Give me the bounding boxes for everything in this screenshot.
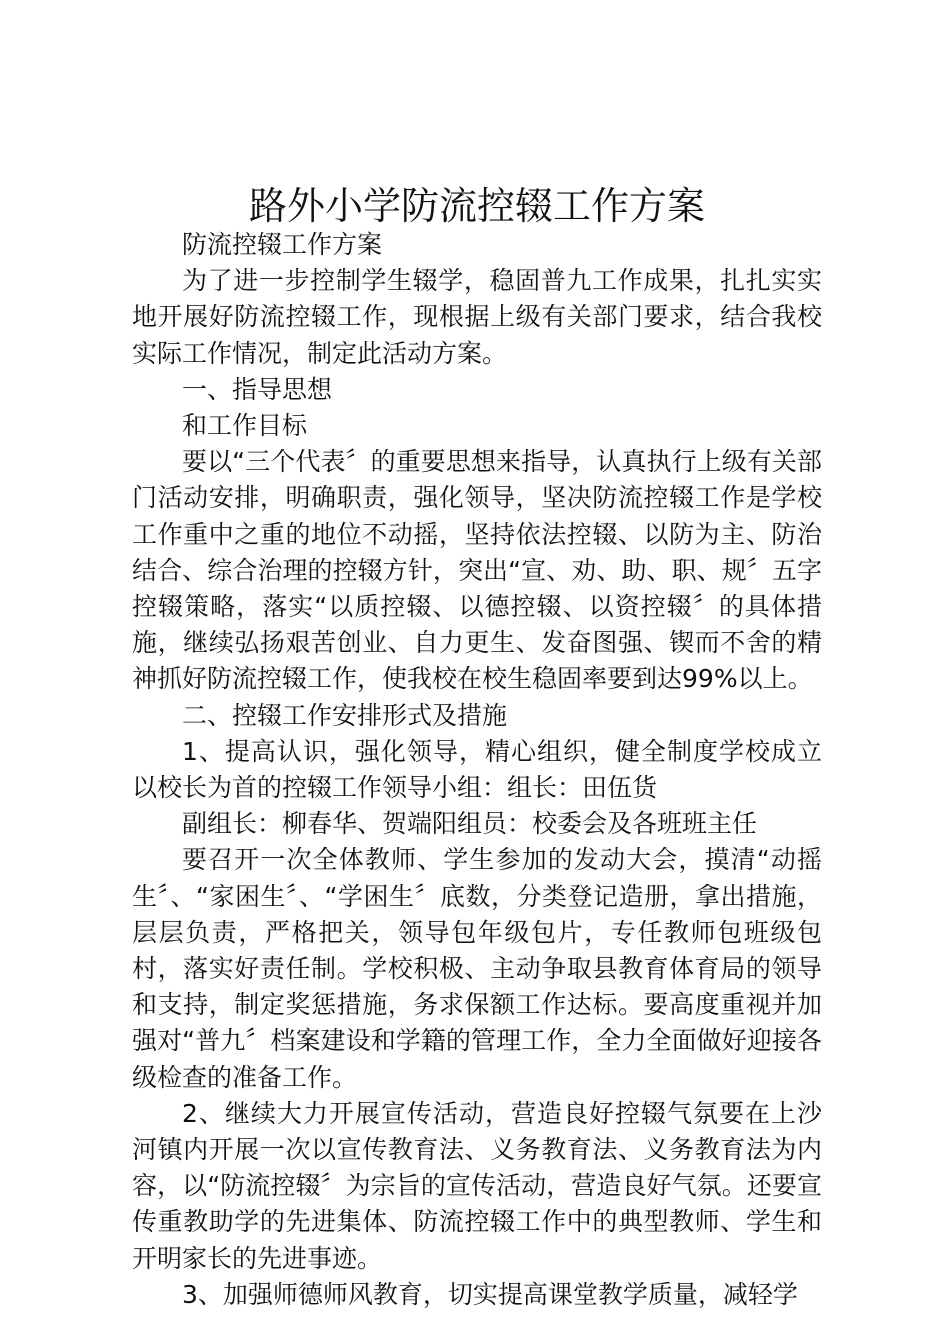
paragraph-mobilization: 要召开一次全体教师、学生参加的发动大会，摸清“动摇生〞、“家困生〞、“学困生〞底数，分类登记造册，拿出措施，层层负责，严格把关，领导包年级包片，专任教师包班级包村，落实好责任制。学校积极、主动争取县教育体育局的领导和支持，制定奖惩措施，务求保额工作达标。要高度重视并加强对“普九〞档案建设和学籍的管理工作，全力全面做好迎接各级检查的准备工作。 <box>132 845 822 1092</box>
paragraph-guiding-thought: 要以“三个代表〞的重要思想来指导，认真执行上级有关部门活动安排，明确职责，强化领导，坚决防流控辍工作是学校工作重中之重的地位不动摇，坚持依法控辍、以防为主、防治结合、综合治理的控辍方针，突出“宣、劝、助、职、规〞五字控辍策略，落实“以质控辍、以德控辍、以资控辍〞的具体措施，继续弘扬艰苦创业、自力更生、发奋图强、锲而不舍的精神抓好防流控辍工作，使我校在校生稳固率要到达99%以上。 <box>132 447 822 694</box>
paragraph-intro: 为了进一步控制学生辍学，稳固普九工作成果，扎扎实实地开展好防流控辍工作，现根据上级有关部门要求，结合我校实际工作情况，制定此活动方案。 <box>132 266 822 368</box>
paragraph-measure-1: 1、提高认识，强化领导，精心组织，健全制度学校成立以校长为首的控辍工作领导小组：组长：田伍货 <box>132 736 822 803</box>
paragraph-measure-2: 2、继续大力开展宣传活动，营造良好控辍气氛要在上沙河镇内开展一次以宣传教育法、义务教育法、义务教育法为内容，以“防流控辍〞为宗旨的宣传活动，营造良好气氛。还要宣传重教助学的先进集体、防流控辍工作中的典型教师、学生和开明家长的先进事迹。 <box>132 1098 822 1273</box>
section-heading-work-goal: 和工作目标 <box>182 411 308 441</box>
paragraph-heading: 防流控辍工作方案 <box>182 230 383 259</box>
paragraph-measure-3: 3、加强师德师风教育，切实提高课堂教学质量，减轻学 <box>182 1279 798 1309</box>
document-title: 路外小学防流控辍工作方案 <box>248 184 705 228</box>
section-heading-measures: 二、控辍工作安排形式及措施 <box>182 700 508 730</box>
section-heading-guiding-thought: 一、指导思想 <box>182 374 333 404</box>
document-body <box>132 227 822 1313</box>
paragraph-deputy-leaders: 副组长：柳春华、贺端阳组员：校委会及各班班主任 <box>182 809 758 839</box>
